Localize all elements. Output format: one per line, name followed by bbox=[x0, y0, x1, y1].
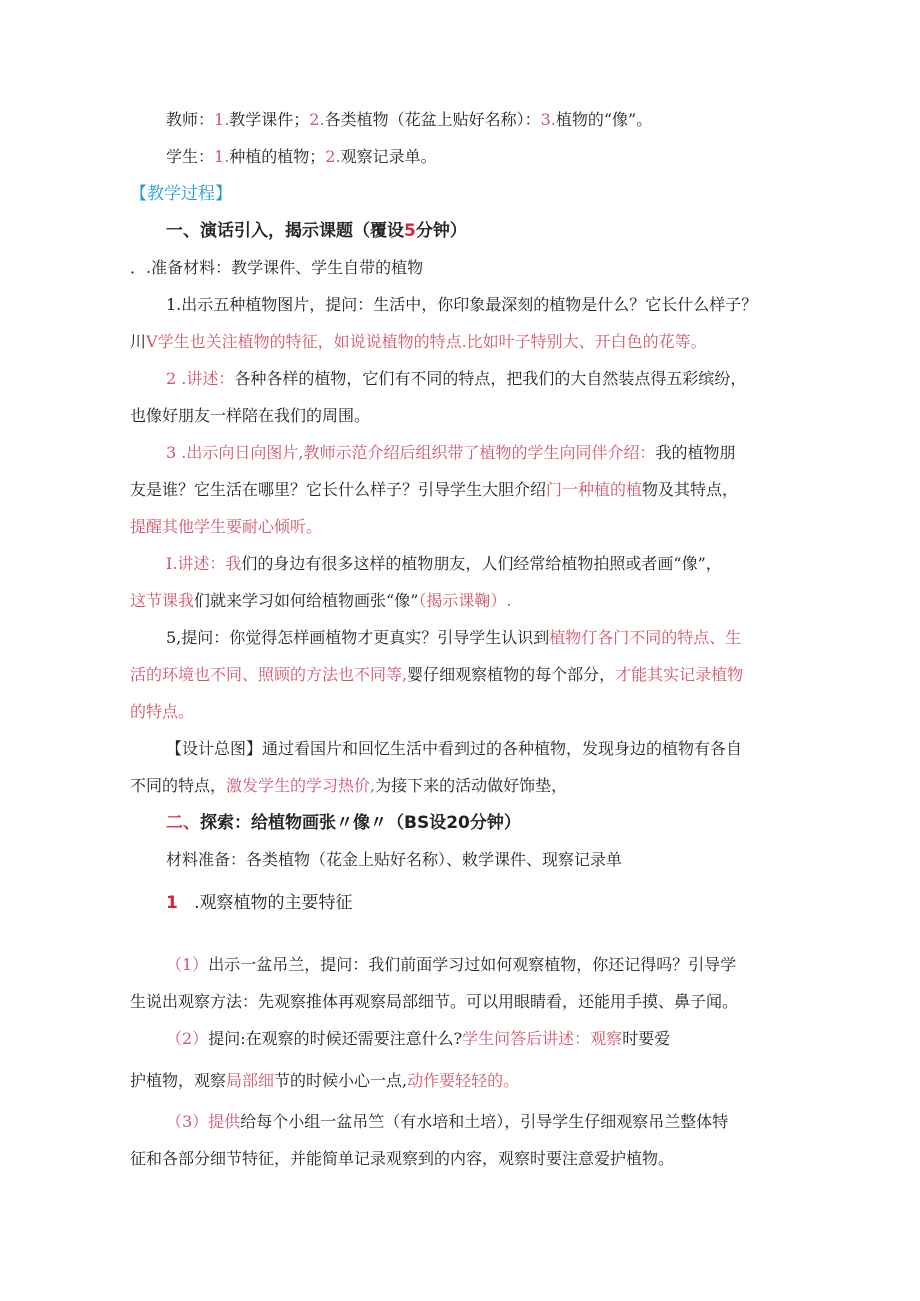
student-materials-line: 学生：1.种植的植物；2.观察记录单。 bbox=[166, 147, 437, 166]
step1-line2: 生说出观察方法：先观察推体再观察局部细节。可以用眼睛看，还能用手摸、鼻子闻。 bbox=[130, 992, 739, 1011]
section2-subheading: 1 .观察植物的主要特征 bbox=[166, 893, 353, 913]
step1-line1: （1）出示一盆吊兰，提问：我们前面学习过如何观察植物，你还记得吗？引导学 bbox=[166, 955, 737, 974]
section1-item3-line3: 提醒其他学生要耐心倾听。 bbox=[130, 517, 323, 536]
step3-line2: 征和各部分细节特征，并能简单记录观察到的内容，观察时要注意爱护植物。 bbox=[130, 1149, 675, 1168]
section1-item2-line2: 也像好朋友一样陪在我们的周围。 bbox=[130, 406, 371, 425]
section2-materials: 材料准备：各类植物（花金上贴好名称）、敕学课件、现察记录单 bbox=[166, 850, 623, 869]
step2-line1: （2）提问:在观察的时候还需要注意什么?学生问答后讲述：观察时要爱 bbox=[166, 1029, 671, 1048]
step3-line1: （3）提供给每个小组一盆吊竺（有水培和土培），引导学生仔细观察吊兰整体特 bbox=[166, 1112, 729, 1131]
teacher-materials-line: 教师：1.教学课件；2.各类植物（花盆上贴好名称）：3.植物的“像”。 bbox=[166, 110, 653, 129]
section1-item1-line2: 川V学生也关注植物的特征，如说说植物的特点.比如叶子特别大、开白色的花等。 bbox=[130, 332, 707, 351]
section1-item4-line1: I.讲述：我们的身边有很多这样的植物朋友，人们经常给植物拍照或者画“像”， bbox=[166, 554, 722, 573]
section1-item5-line3: 的特点。 bbox=[130, 702, 195, 721]
step2-line2: 护植物，观察局部细节的时候小心一点,动作要轻轻的。 bbox=[130, 1071, 520, 1090]
section1-item2-line1: 2 .讲述：各种各样的植物，它们有不同的特点，把我们的大自然装点得五彩缤纷， bbox=[166, 369, 747, 388]
design-intent-line2: 不同的特点，激发学生的学习热价,为接下来的活动做好饰垫， bbox=[130, 776, 568, 795]
section1-materials: ．.准备材料：教学课件、学生自带的植物 bbox=[130, 258, 424, 277]
section2-title: 二、探索：给植物画张〃像〃（BS设20分钟） bbox=[166, 813, 521, 833]
section1-item3-line2: 友是谁？它生活在哪里？它长什么样子？引导学生大胆介绍门一种植的植物及其特点， bbox=[130, 480, 739, 499]
section1-item3-line1: 3 .出示向日向图片,教师示范介绍后组织带了植物的学生向同伴介绍：我的植物朋 bbox=[166, 443, 736, 462]
section1-item5-line2: 活的环境也不同、照顾的方法也不同等,婴仔细观察植物的每个部分，才能其实记录植物 bbox=[130, 665, 744, 684]
design-intent-line1: 【设计总图】通过看国片和回忆生活中看到过的各种植物，发现身边的植物有各自 bbox=[166, 739, 743, 758]
teaching-process-heading: 【教学过程】 bbox=[130, 184, 232, 204]
section1-item4-line2: 这节课我们就来学习如何给植物画张“像”（揭示课鞠）. bbox=[130, 591, 512, 610]
section1-item5-line1: 5,提问：你觉得怎样画植物才更真实？引导学生认识到植物仃各门不同的特点、生 bbox=[166, 628, 742, 647]
section1-item1-line1: 1.出示五种植物图片，提问：生活中，你印象最深刻的植物是什么？它长什么样子？ bbox=[166, 295, 758, 314]
section1-title: 一、演话引入，揭示课题（覆设5分钟） bbox=[166, 221, 467, 241]
